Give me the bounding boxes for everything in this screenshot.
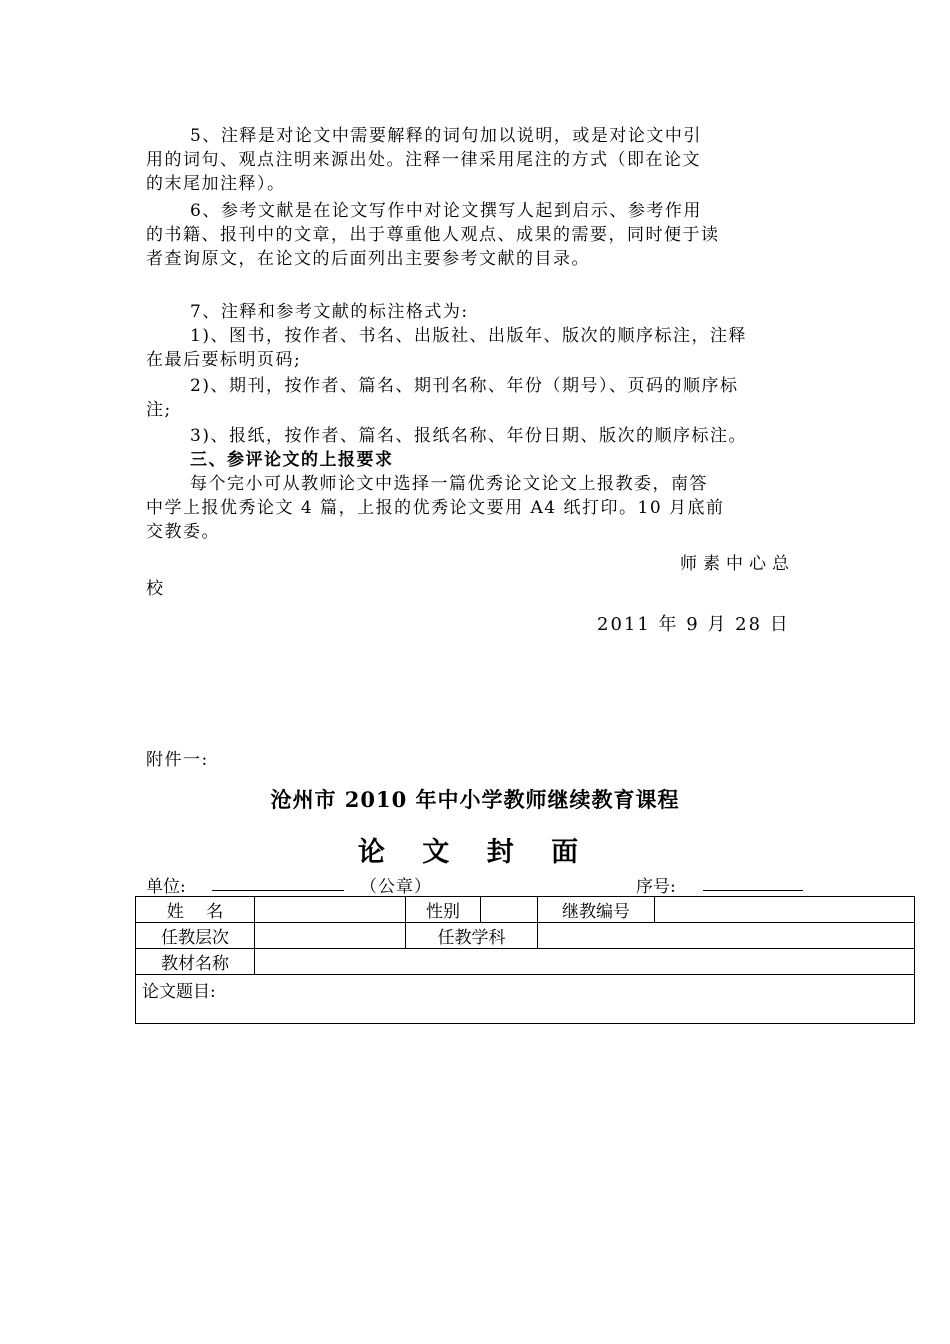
table-row: [136, 923, 915, 949]
paragraph-5-line-1: 5、注释是对论文中需要解释的词句加以说明，或是对论文中引: [190, 126, 702, 146]
paragraph-6-line-1: 6、参考文献是在论文写作中对论文撰写人起到启示、参考作用: [190, 201, 702, 221]
section-3-heading-text: 三、参评论文的上报要求: [190, 450, 394, 470]
edu-number-value-cell[interactable]: [655, 897, 915, 923]
format-item-3: [146, 424, 806, 448]
paragraph-6-line-2: 的书籍、报刊中的文章，出于尊重他人观点、成果的需要，同时便于读: [146, 225, 720, 245]
teach-level-value-cell[interactable]: [255, 923, 406, 949]
gender-label-cell: 性别: [406, 897, 481, 923]
serial-blank[interactable]: [703, 872, 803, 891]
paragraph-7-title: [146, 300, 806, 324]
textbook-value-cell[interactable]: [255, 949, 915, 975]
section-3-line-2: 中学上报优秀论文 4 篇，上报的优秀论文要用 A4 纸打印。10 月底前: [146, 498, 725, 518]
format-item-3-line-1: 3)、报纸，按作者、篇名、报纸名称、年份日期、版次的顺序标注。: [190, 426, 747, 446]
unit-label: 单位:: [146, 877, 186, 897]
format-item-2-line-1: 2)、期刊，按作者、篇名、期刊名称、年份（期号）、页码的顺序标: [190, 376, 739, 396]
unit-blank[interactable]: [212, 872, 344, 891]
paragraph-5-line-3: 的末尾加注释）。: [146, 174, 286, 194]
format-item-1-line-2: 在最后要标明页码;: [146, 350, 302, 370]
edu-number-label-cell: 继教编号: [538, 897, 655, 923]
table-row: [136, 897, 915, 923]
format-item-1-line-1: 1)、图书，按作者、书名、出版社、出版年、版次的顺序标注，注释: [190, 326, 747, 346]
paragraph-6-cont: [146, 223, 806, 271]
format-item-2-line-2: 注;: [146, 400, 172, 420]
cover-title: 论 文 封 面: [357, 837, 593, 868]
cover-info-table: [135, 896, 915, 1024]
format-item-2-cont: [146, 398, 806, 422]
name-label-cell: 姓 名: [136, 897, 255, 923]
paragraph-7-title-text: 7、注释和参考文献的标注格式为:: [190, 302, 469, 322]
section-3-body: [146, 472, 806, 496]
section-3-line-3: 交教委。: [146, 522, 220, 542]
attachment-label: [146, 748, 806, 772]
table-row: [136, 949, 915, 975]
paragraph-5-cont: [146, 148, 806, 196]
signature-org: 师素中心总: [680, 554, 795, 574]
textbook-label-cell: 教材名称: [136, 949, 255, 975]
signature-date: 2011 年 9 月 28 日: [597, 614, 790, 635]
section-3-body-cont: [146, 496, 806, 544]
paragraph-6-line-3: 者查询原文，在论文的后面列出主要参考文献的目录。: [146, 249, 590, 269]
signature-org-cont: 校: [146, 579, 163, 599]
teach-subject-value-cell[interactable]: [538, 923, 915, 949]
section-3-line-1: 每个完小可从教师论文中选择一篇优秀论文论文上报教委，南答: [190, 474, 708, 494]
cover-info-line: [146, 872, 806, 896]
attachment-label-text: 附件一:: [146, 750, 209, 770]
format-item-1-cont: [146, 348, 806, 372]
teach-subject-label-cell: 任教学科: [406, 923, 538, 949]
name-value-cell[interactable]: [255, 897, 406, 923]
paragraph-5-line-2: 用的词句、观点注明来源出处。注释一律采用尾注的方式（即在论文: [146, 150, 701, 170]
attachment-title: 沧州市 2010 年中小学教师继续教育课程: [270, 787, 680, 812]
format-item-2: [146, 374, 806, 398]
thesis-title-label: 论文题目:: [142, 982, 216, 1002]
table-row: [136, 975, 915, 1024]
serial-label: 序号:: [636, 877, 676, 897]
teach-level-label-cell: 任教层次: [136, 923, 255, 949]
paragraph-6: [146, 199, 806, 223]
paragraph-5: [146, 124, 806, 148]
gender-value-cell[interactable]: [481, 897, 538, 923]
seal-label: （公章）: [360, 877, 432, 897]
section-3-heading: [146, 448, 806, 472]
thesis-title-cell[interactable]: [136, 975, 915, 1024]
format-item-1: [146, 324, 806, 348]
